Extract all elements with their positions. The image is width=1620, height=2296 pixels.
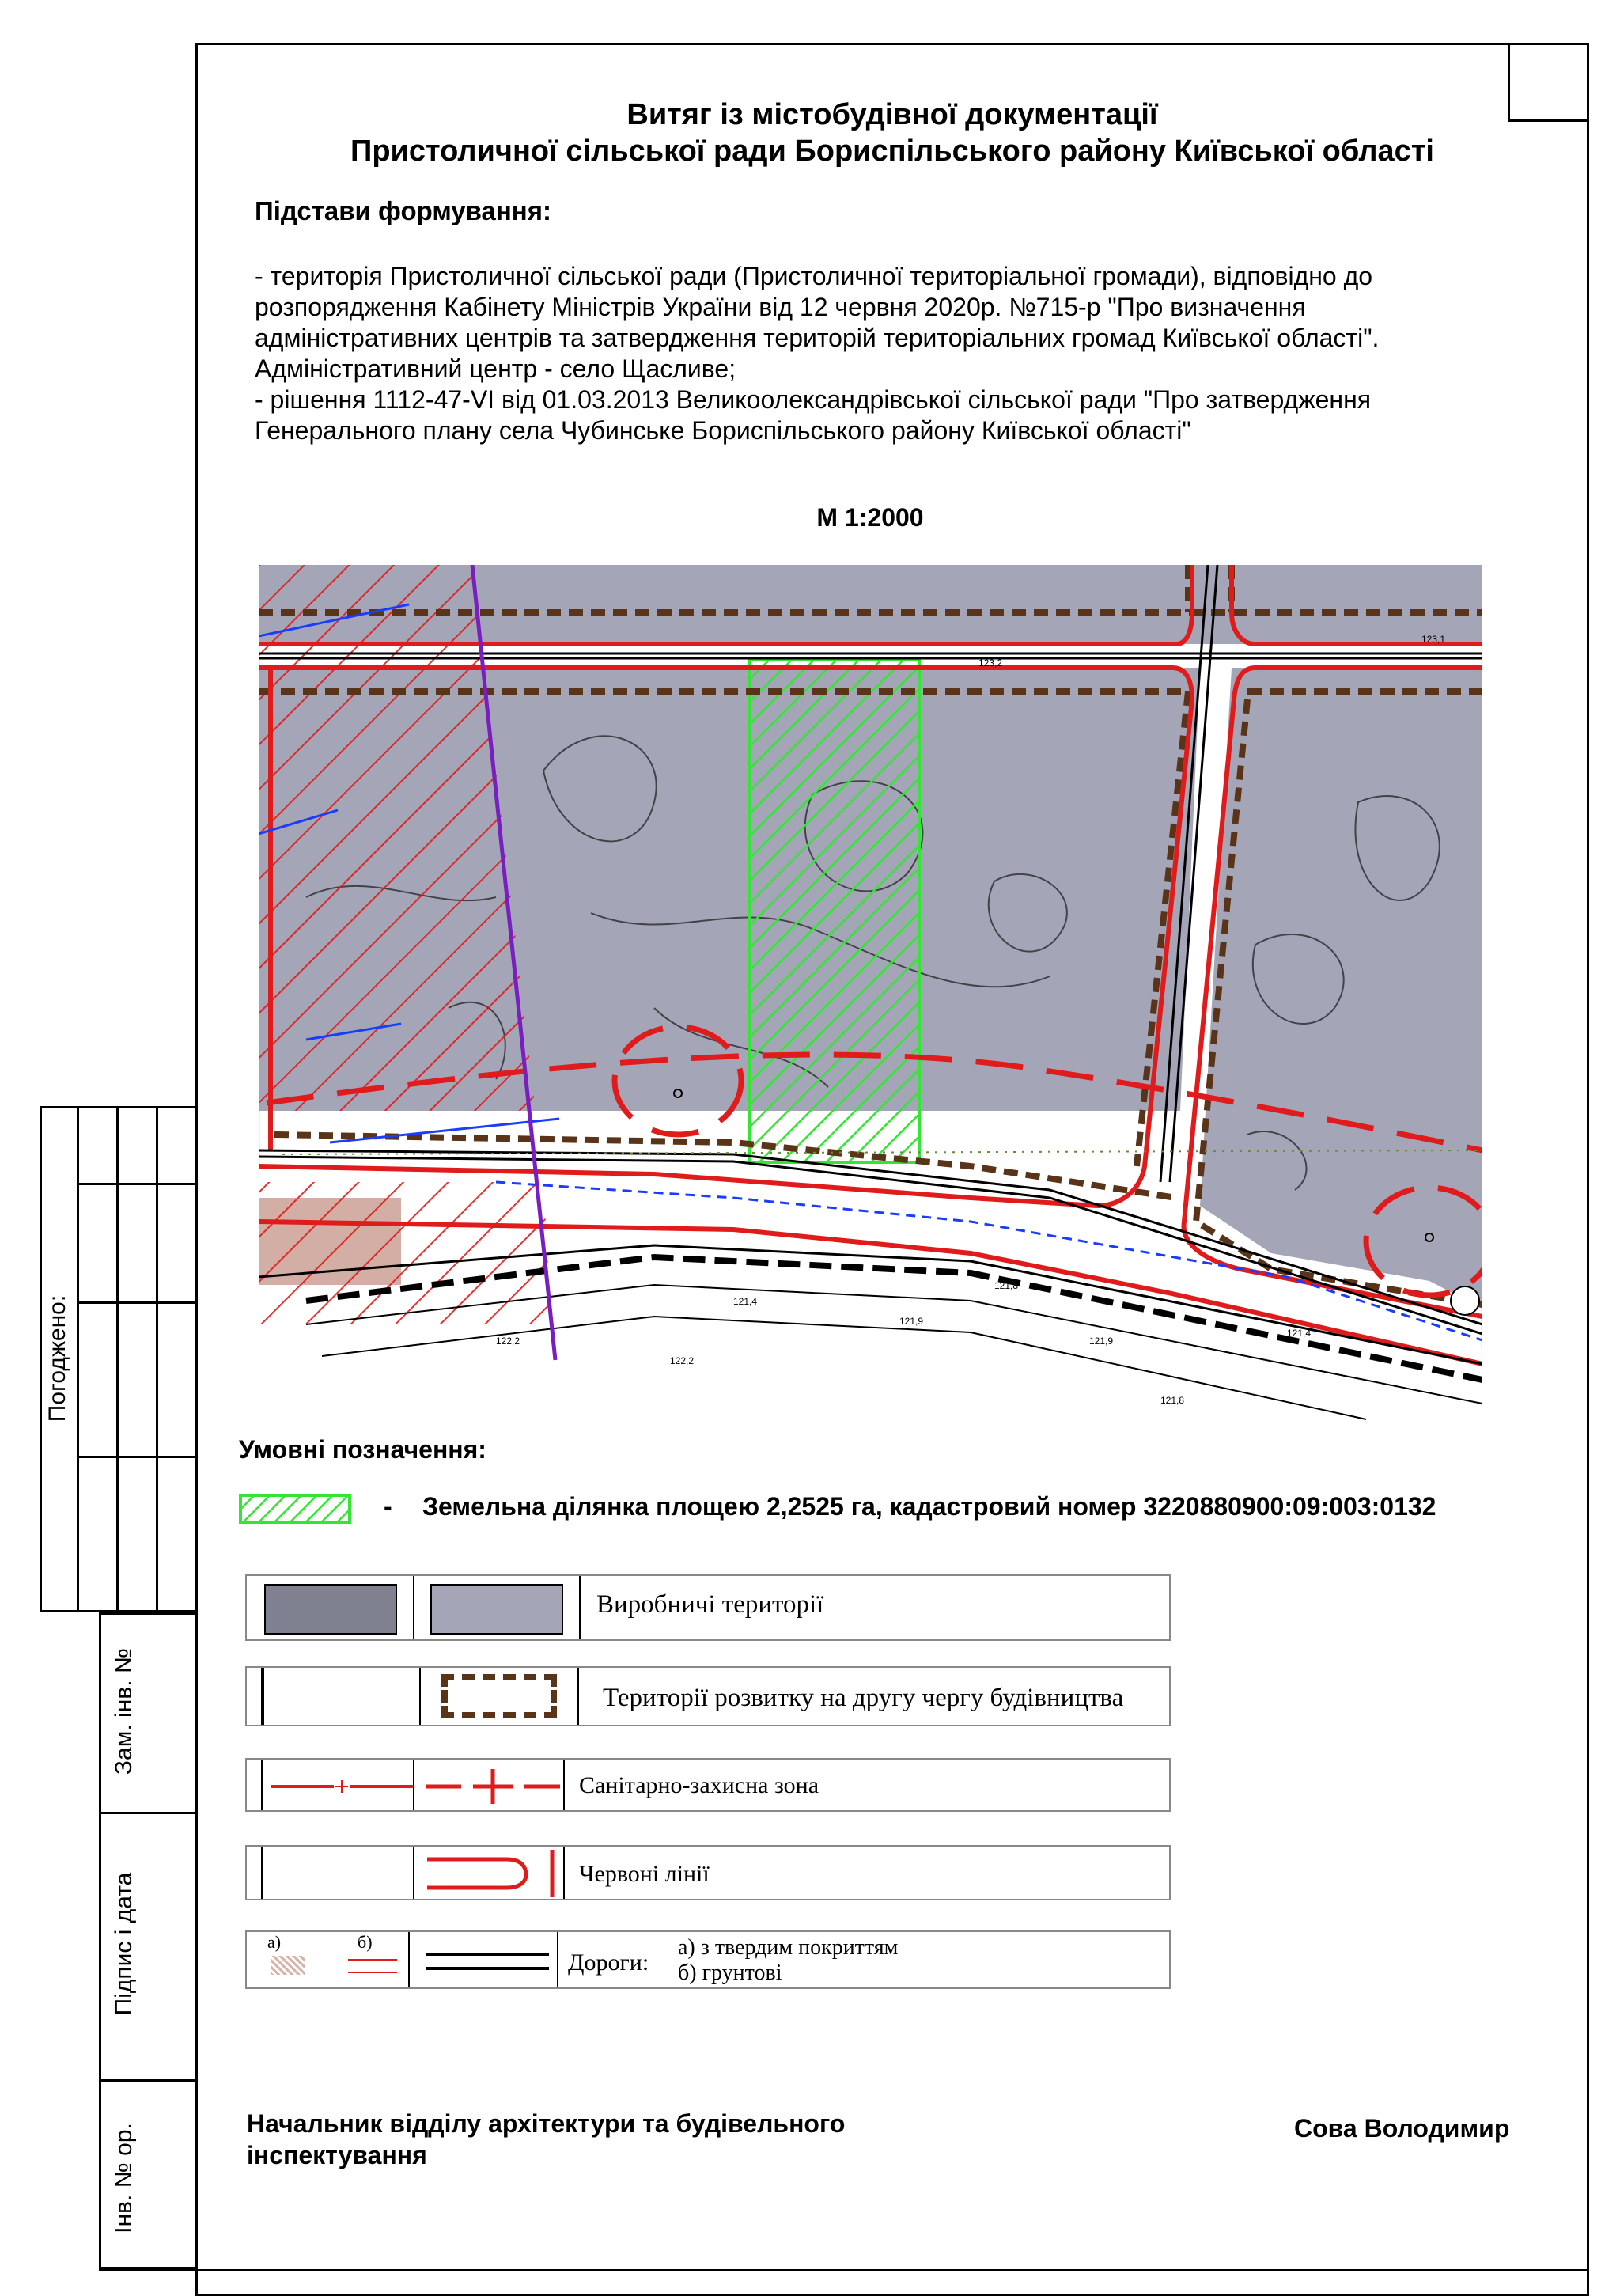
elevation-label: 121,8 [994, 1280, 1019, 1291]
industrial-zone [1200, 668, 1482, 1309]
elevation-label: 122,2 [496, 1336, 520, 1347]
elevation-label: 123,2 [978, 657, 1003, 669]
elevation-label: 121,4 [733, 1296, 758, 1307]
position-line-2: інспектування [247, 2141, 427, 2169]
road-line-swatch [426, 1953, 549, 1956]
sanitary-swatch-small [271, 1771, 413, 1802]
land-parcel [749, 660, 919, 1162]
position-line-1: Начальник відділу архітектури та будівельного [247, 2109, 846, 2138]
legend-row-development [245, 1666, 1171, 1726]
development-swatch [441, 1674, 557, 1718]
basis-line: - рішення 1112-47-VI від 01.03.2013 Великоолександрівської сільської ради "Про затвердження [255, 385, 1372, 414]
elevation-label: 121,9 [899, 1316, 924, 1327]
original-inventory-label: Інв. № ор. [111, 2123, 137, 2233]
road-sub-a: а) з твердим покриттям [678, 1935, 899, 1960]
legend-label: Дороги: [568, 1949, 649, 1976]
road-mark-a: а) [267, 1932, 282, 1952]
road-sub-b: б) грунтові [678, 1961, 782, 1985]
title-line-1: Витяг із містобудівної документації [626, 98, 1158, 131]
parcel-dash: - [384, 1492, 392, 1521]
parcel-legend-text: Земельна ділянка площею 2,2525 га, кадастровий номер 3220880900:09:003:0132 [422, 1492, 1436, 1521]
road-mark-b: б) [358, 1932, 373, 1952]
legend-row-sanitary [245, 1758, 1171, 1812]
legend-label: Виробничі території [596, 1590, 824, 1619]
signatory-position [247, 2108, 845, 2171]
basis-line: адміністративних центрів та затвердження територій територіальних громад Київської області". [255, 324, 1380, 352]
basis-line: - територія Пристоличної сільської ради (Пристоличної територіальної громади), відповідно до [255, 262, 1373, 290]
industrial-light-swatch [430, 1584, 563, 1635]
basis-line: Генерального плану села Чубинське Бориспільського району Київської області" [255, 416, 1191, 445]
sanitary-swatch-large [426, 1764, 560, 1809]
basis-line: розпорядження Кабінету Міністрів України від 12 червня 2020р. №715-р "Про визначення [255, 293, 1306, 321]
elevation-label: 122,2 [670, 1355, 695, 1366]
road-hard-swatch [271, 1956, 305, 1975]
replaced-inventory-label: Зам. інв. № [111, 1647, 137, 1775]
elevation-label: 123,1 [1421, 634, 1446, 645]
red-lines-swatch [419, 1848, 562, 1899]
legend-row-red-lines [245, 1845, 1171, 1900]
legend-label: Червоні лінії [579, 1861, 710, 1887]
elevation-label: 121,4 [1287, 1328, 1312, 1339]
signature-date-label: Підпис і дата [111, 1872, 137, 2016]
elevation-label: 121,8 [1160, 1395, 1185, 1406]
map-scale: М 1:2000 [816, 503, 924, 532]
legend-row-industrial [245, 1574, 1171, 1641]
industrial-dark-swatch [264, 1584, 397, 1635]
site-plan-map [259, 565, 1482, 1421]
legend-label: Санітарно-захисна зона [579, 1772, 819, 1798]
title-line-2: Пристоличної сільської ради Бориспільського району Київської області [350, 135, 1434, 168]
basis-line: Адміністративний центр - село Щасливе; [255, 354, 736, 383]
legend-row-roads [245, 1930, 1171, 1989]
agreed-label: Погоджено: [44, 1294, 70, 1423]
signatory-name: Сова Володимир [1294, 2114, 1510, 2143]
legend-label: Території розвитку на другу чергу будівництва [603, 1684, 1124, 1712]
basis-text [255, 261, 1584, 446]
legend-heading: Умовні позначення: [239, 1435, 486, 1464]
basis-heading: Підстави формування: [255, 196, 551, 225]
parcel-swatch [239, 1494, 351, 1524]
elevation-label: 121,9 [1089, 1336, 1114, 1347]
